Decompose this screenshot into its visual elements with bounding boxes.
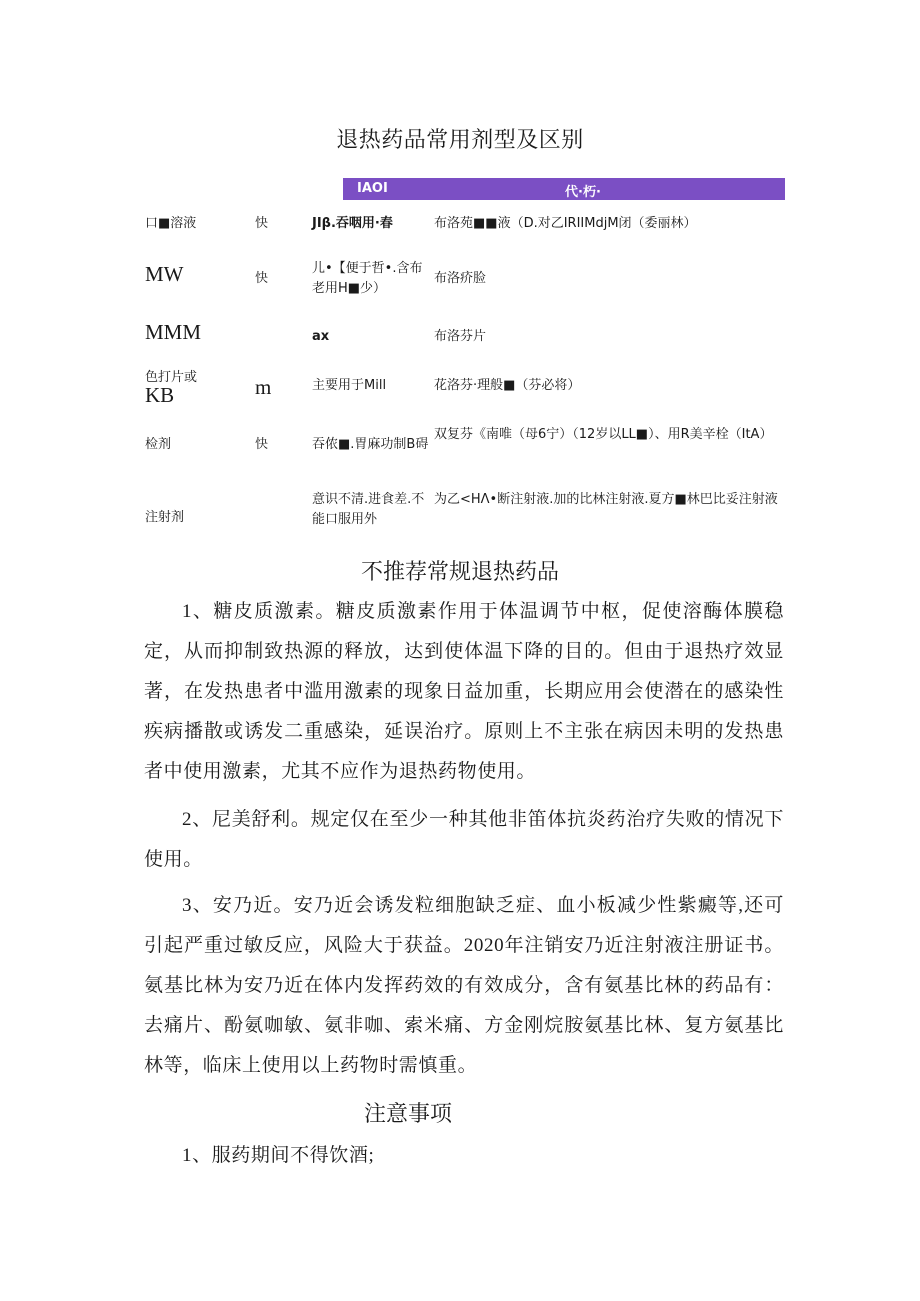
table-cell-examples: 为乙<HΛ•断注射液.加的比林注射液.夏方■林巴比妥注射液 bbox=[434, 492, 778, 507]
table-cell-speed: m bbox=[255, 375, 272, 399]
table-cell-examples: 布洛疥脸 bbox=[434, 271, 487, 286]
table-cell-form: MMM bbox=[145, 320, 202, 344]
table-header bbox=[343, 178, 785, 200]
table-cell-usage: 吞侬■.胃麻功制B碍 bbox=[312, 437, 429, 452]
table-cell-form: MW bbox=[145, 262, 184, 286]
table-cell-examples: 双复芬《南唯（母6宁）（12岁以LL■）、用R美辛栓（ItA） bbox=[434, 427, 773, 442]
table-cell-form-line2: KB bbox=[145, 383, 175, 407]
paragraph-glucocorticoid: 1、糖皮质激素。糖皮质激素作用于体温调节中枢，促使溶酶体膜稳定，从而抑制致热源的释放，达到使体温下降的目的。但由于退热疗效显著，在发热患者中滥用激素的现象日益加重，长期应用会使潜在的感染性疾病播散或诱发二重感染，延误治疗。原则上不主张在病因未明的发热患者中使用激素，尤其不应作为退热药物使用。 bbox=[144, 601, 784, 782]
table-cell-usage: ax bbox=[312, 329, 330, 344]
table-cell-form-line1: 色打片或 bbox=[145, 370, 198, 385]
table-cell-speed: 快 bbox=[255, 437, 269, 452]
section-heading-precautions: 注意事项 bbox=[363, 1102, 452, 1127]
table-cell-form: 检剂 bbox=[145, 437, 172, 452]
document-title: 退热药品常用剂型及区别 bbox=[336, 128, 584, 153]
table-header-col1: IAOI bbox=[357, 181, 388, 196]
table-cell-usage: 主要用于Mill bbox=[312, 378, 387, 393]
precaution-item: 1、服药期间不得饮酒; bbox=[182, 1145, 375, 1166]
table-cell-examples: 布洛芬片 bbox=[434, 329, 487, 344]
table-header-col2: 代·朽· bbox=[565, 185, 601, 200]
table-cell-examples: 布洛苑■■液（D.对乙IRIIMdjM闭（委丽林） bbox=[434, 216, 697, 231]
table-cell-usage: JIβ.吞咽用·春 bbox=[312, 216, 393, 231]
table-cell-examples: 花洛芬·理般■（芬必将） bbox=[434, 378, 581, 393]
table-cell-usage: 儿•【便于哲•.含布老用H■少） bbox=[312, 261, 423, 296]
table-cell-form: 口■溶液 bbox=[145, 216, 197, 231]
table-cell-speed: 快 bbox=[255, 216, 269, 231]
paragraph-nimesulide: 2、尼美舒利。规定仅在至少一种其他非笛体抗炎药治疗失败的情况下使用。 bbox=[144, 809, 784, 870]
section-heading-not-recommended: 不推荐常规退热药品 bbox=[360, 560, 559, 585]
table-cell-speed: 快 bbox=[255, 271, 269, 286]
table-cell-usage: 意识不清.进食差.不能口服用外 bbox=[312, 492, 425, 527]
table-cell-form: 注射剂 bbox=[145, 510, 185, 525]
paragraph-metamizole: 3、安乃近。安乃近会诱发粒细胞缺乏症、血小板减少性紫癜等,还可引起严重过敏反应，风险大于获益。2020年注销安乃近注射液注册证书。氨基比林为安乃近在体内发挥药效的有效成分，含有氨基比林的药品有：去痛片、酚氨咖敏、氨非咖、索米痛、方金刚烷胺氨基比林、复方氨基比林等，临床上使用以上药物时需慎重。 bbox=[144, 895, 784, 1076]
